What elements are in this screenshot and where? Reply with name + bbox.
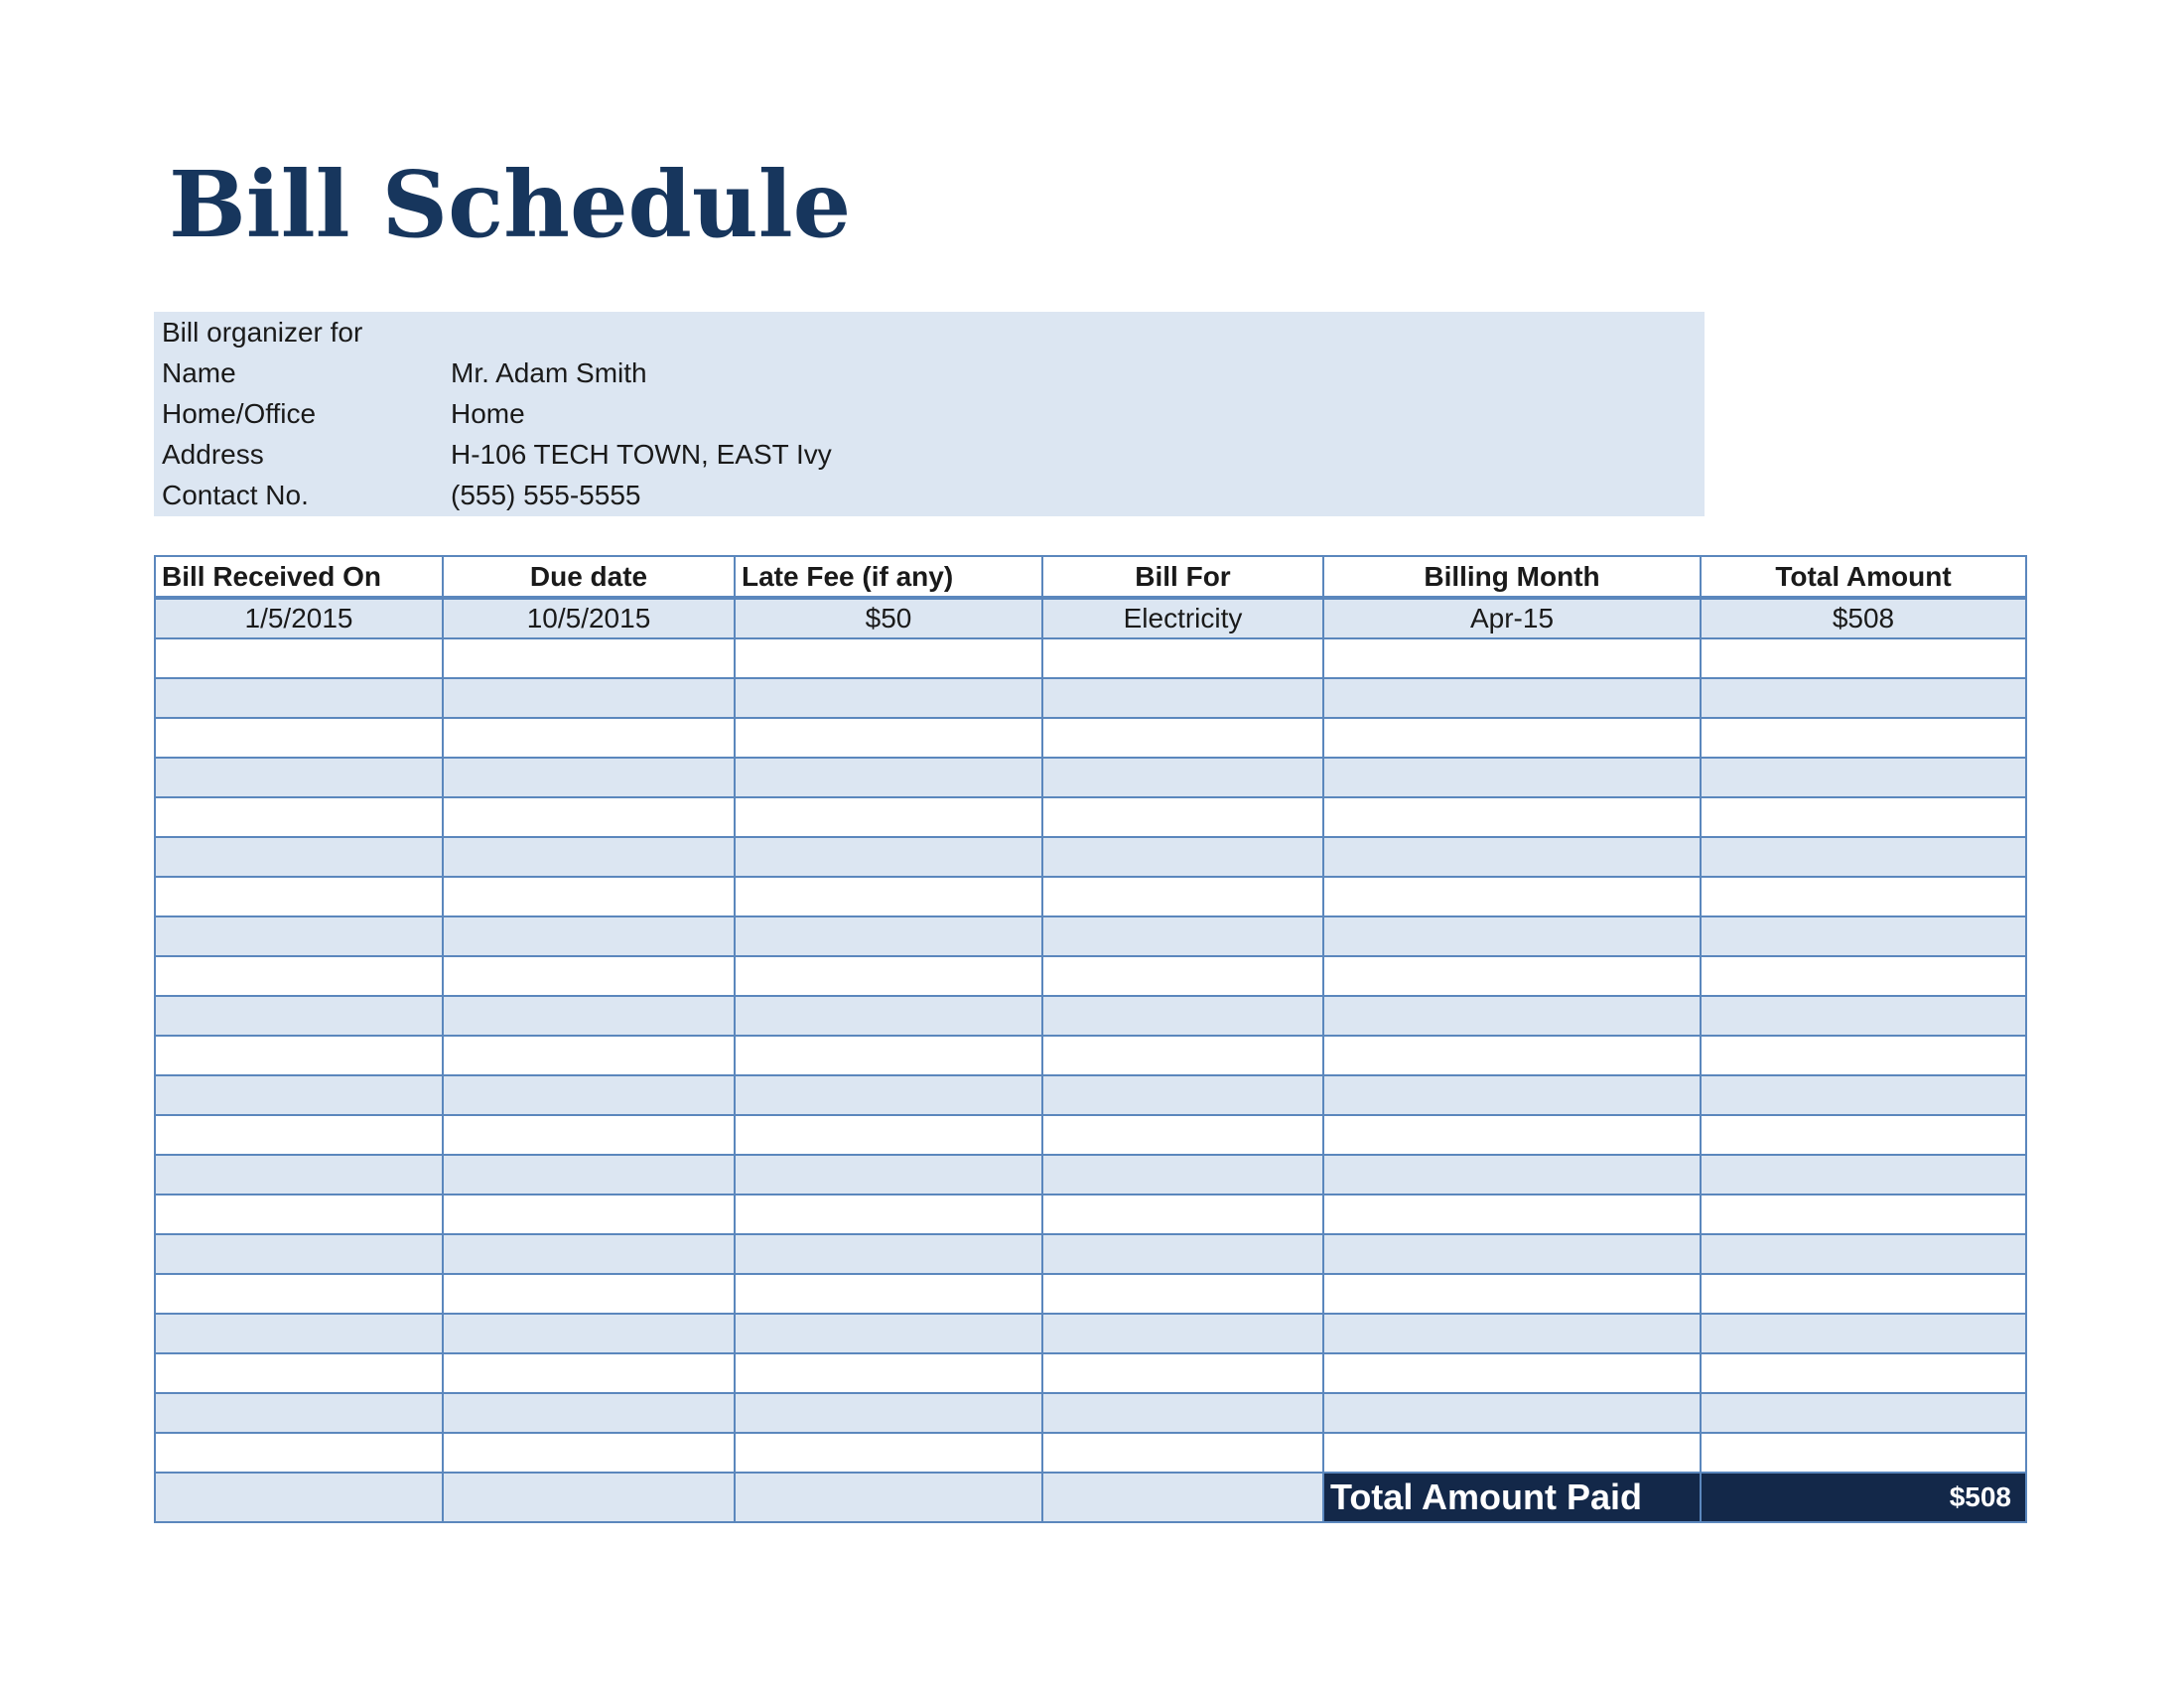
cell-bill-received-on[interactable] bbox=[155, 638, 443, 678]
cell-total-amount[interactable] bbox=[1701, 758, 2026, 797]
cell-due-date[interactable] bbox=[443, 758, 735, 797]
cell-total-amount[interactable] bbox=[1701, 877, 2026, 916]
cell-due-date[interactable] bbox=[443, 877, 735, 916]
cell-due-date[interactable] bbox=[443, 916, 735, 956]
cell-bill-received-on[interactable] bbox=[155, 1353, 443, 1393]
table-row bbox=[155, 1036, 2026, 1075]
cell-due-date[interactable] bbox=[443, 996, 735, 1036]
table-row bbox=[155, 1314, 2026, 1353]
info-value[interactable]: Mr. Adam Smith bbox=[451, 357, 647, 388]
cell-total-amount[interactable] bbox=[1701, 1155, 2026, 1195]
cell-due-date[interactable] bbox=[443, 1036, 735, 1075]
header-late-fee: Late Fee (if any) bbox=[735, 556, 1042, 598]
cell-billing-month[interactable] bbox=[1323, 916, 1701, 956]
cell-due-date[interactable] bbox=[443, 1393, 735, 1433]
cell-total-amount[interactable] bbox=[1701, 1115, 2026, 1155]
table-row bbox=[155, 877, 2026, 916]
total-amount-paid-value: $508 bbox=[1701, 1473, 2026, 1522]
cell-bill-received-on[interactable] bbox=[155, 797, 443, 837]
cell-billing-month[interactable] bbox=[1323, 1115, 1701, 1155]
cell-late-fee[interactable] bbox=[735, 1393, 1042, 1433]
cell-late-fee[interactable] bbox=[735, 718, 1042, 758]
info-label: Name bbox=[162, 357, 236, 388]
cell-billing-month[interactable] bbox=[1323, 837, 1701, 877]
cell-due-date[interactable] bbox=[443, 1314, 735, 1353]
cell-bill-received-on[interactable] bbox=[155, 1314, 443, 1353]
cell-total-amount[interactable] bbox=[1701, 996, 2026, 1036]
cell-bill-received-on[interactable] bbox=[155, 1393, 443, 1433]
table-row bbox=[155, 718, 2026, 758]
header-billing-month: Billing Month bbox=[1323, 556, 1701, 598]
cell-bill-received-on[interactable] bbox=[155, 1036, 443, 1075]
cell-total-amount[interactable] bbox=[1701, 1314, 2026, 1353]
cell-billing-month[interactable] bbox=[1323, 996, 1701, 1036]
cell-bill-received-on[interactable] bbox=[155, 758, 443, 797]
cell-bill-received-on[interactable] bbox=[155, 956, 443, 996]
table-row bbox=[155, 837, 2026, 877]
cell-total-amount[interactable] bbox=[1701, 1234, 2026, 1274]
cell-late-fee[interactable] bbox=[735, 1075, 1042, 1115]
cell-late-fee[interactable] bbox=[735, 638, 1042, 678]
cell-late-fee[interactable] bbox=[735, 1353, 1042, 1393]
table-row bbox=[155, 1433, 2026, 1473]
info-value[interactable]: (555) 555-5555 bbox=[451, 480, 641, 510]
cell-late-fee[interactable] bbox=[735, 758, 1042, 797]
cell-late-fee[interactable] bbox=[735, 797, 1042, 837]
cell-billing-month[interactable] bbox=[1323, 1274, 1701, 1314]
header-due-date: Due date bbox=[443, 556, 735, 598]
cell-bill-received-on[interactable] bbox=[155, 1115, 443, 1155]
table-row bbox=[155, 1353, 2026, 1393]
cell-bill-for[interactable] bbox=[1042, 916, 1323, 956]
info-label: Home/Office bbox=[162, 398, 317, 429]
table-row bbox=[155, 1274, 2026, 1314]
cell-billing-month[interactable] bbox=[1323, 1155, 1701, 1195]
table-row bbox=[155, 956, 2026, 996]
cell-due-date[interactable] bbox=[443, 1353, 735, 1393]
cell-billing-month[interactable] bbox=[1323, 1075, 1701, 1115]
cell-bill-received-on[interactable] bbox=[155, 877, 443, 916]
cell-late-fee[interactable] bbox=[735, 1195, 1042, 1234]
cell-due-date[interactable] bbox=[443, 1473, 735, 1522]
cell-bill-received-on[interactable] bbox=[155, 837, 443, 877]
cell-bill-for[interactable] bbox=[1042, 1075, 1323, 1115]
cell-total-amount[interactable] bbox=[1701, 797, 2026, 837]
table-row bbox=[155, 916, 2026, 956]
cell-late-fee[interactable] bbox=[735, 678, 1042, 718]
cell-bill-received-on[interactable] bbox=[155, 1155, 443, 1195]
cell-due-date[interactable] bbox=[443, 797, 735, 837]
cell-late-fee[interactable] bbox=[735, 916, 1042, 956]
info-panel bbox=[154, 312, 1705, 516]
cell-late-fee[interactable] bbox=[735, 996, 1042, 1036]
cell-total-amount[interactable] bbox=[1701, 678, 2026, 718]
cell-total-amount[interactable] bbox=[1701, 1353, 2026, 1393]
cell-due-date[interactable] bbox=[443, 638, 735, 678]
table-row bbox=[155, 758, 2026, 797]
cell-bill-received-on[interactable]: 1/5/2015 bbox=[155, 598, 443, 638]
table-row bbox=[155, 797, 2026, 837]
cell-bill-received-on[interactable] bbox=[155, 678, 443, 718]
cell-total-amount[interactable]: $508 bbox=[1701, 598, 2026, 638]
cell-late-fee[interactable] bbox=[735, 1473, 1042, 1522]
cell-late-fee[interactable] bbox=[735, 837, 1042, 877]
cell-due-date[interactable] bbox=[443, 718, 735, 758]
table-row bbox=[155, 1195, 2026, 1234]
cell-bill-received-on[interactable] bbox=[155, 1234, 443, 1274]
info-label: Contact No. bbox=[162, 480, 309, 510]
cell-due-date[interactable] bbox=[443, 1195, 735, 1234]
cell-due-date[interactable] bbox=[443, 1155, 735, 1195]
cell-bill-for[interactable] bbox=[1042, 1234, 1323, 1274]
cell-bill-for[interactable] bbox=[1042, 638, 1323, 678]
cell-bill-for[interactable] bbox=[1042, 1115, 1323, 1155]
cell-bill-for[interactable] bbox=[1042, 718, 1323, 758]
cell-late-fee[interactable] bbox=[735, 1036, 1042, 1075]
cell-bill-for[interactable] bbox=[1042, 1036, 1323, 1075]
cell-billing-month[interactable]: Apr-15 bbox=[1323, 598, 1701, 638]
cell-billing-month[interactable] bbox=[1323, 678, 1701, 718]
cell-billing-month[interactable] bbox=[1323, 718, 1701, 758]
cell-bill-received-on[interactable] bbox=[155, 1473, 443, 1522]
cell-billing-month[interactable] bbox=[1323, 1195, 1701, 1234]
info-value[interactable]: Home bbox=[451, 398, 525, 429]
cell-due-date[interactable]: 10/5/2015 bbox=[443, 598, 735, 638]
cell-billing-month[interactable] bbox=[1323, 1433, 1701, 1473]
page-title: Bill Schedule bbox=[169, 151, 852, 258]
total-amount-paid-label: Total Amount Paid bbox=[1323, 1473, 1701, 1522]
cell-bill-for[interactable] bbox=[1042, 797, 1323, 837]
cell-due-date[interactable] bbox=[443, 1115, 735, 1155]
cell-billing-month[interactable] bbox=[1323, 758, 1701, 797]
cell-billing-month[interactable] bbox=[1323, 877, 1701, 916]
cell-total-amount[interactable] bbox=[1701, 718, 2026, 758]
cell-late-fee[interactable] bbox=[735, 956, 1042, 996]
table-row bbox=[155, 1393, 2026, 1433]
header-bill-for: Bill For bbox=[1042, 556, 1323, 598]
cell-bill-for[interactable] bbox=[1042, 1195, 1323, 1234]
cell-late-fee[interactable] bbox=[735, 877, 1042, 916]
cell-bill-for[interactable] bbox=[1042, 678, 1323, 718]
cell-billing-month[interactable] bbox=[1323, 638, 1701, 678]
table-header-row bbox=[155, 556, 2026, 598]
cell-bill-for[interactable] bbox=[1042, 758, 1323, 797]
info-heading-text: Bill organizer for bbox=[162, 317, 363, 348]
cell-total-amount[interactable] bbox=[1701, 1036, 2026, 1075]
cell-bill-for[interactable] bbox=[1042, 1433, 1323, 1473]
cell-due-date[interactable] bbox=[443, 1433, 735, 1473]
cell-bill-for[interactable] bbox=[1042, 1155, 1323, 1195]
cell-bill-received-on[interactable] bbox=[155, 996, 443, 1036]
cell-bill-received-on[interactable] bbox=[155, 718, 443, 758]
cell-total-amount[interactable] bbox=[1701, 956, 2026, 996]
cell-total-amount[interactable] bbox=[1701, 1393, 2026, 1433]
cell-bill-received-on[interactable] bbox=[155, 1274, 443, 1314]
cell-due-date[interactable] bbox=[443, 1075, 735, 1115]
cell-late-fee[interactable] bbox=[735, 1155, 1042, 1195]
cell-bill-received-on[interactable] bbox=[155, 1433, 443, 1473]
cell-late-fee[interactable]: $50 bbox=[735, 598, 1042, 638]
table-row bbox=[155, 1155, 2026, 1195]
cell-late-fee[interactable] bbox=[735, 1234, 1042, 1274]
cell-total-amount[interactable] bbox=[1701, 638, 2026, 678]
cell-total-amount[interactable] bbox=[1701, 1195, 2026, 1234]
info-value[interactable]: H-106 TECH TOWN, EAST Ivy bbox=[451, 439, 832, 470]
cell-late-fee[interactable] bbox=[735, 1274, 1042, 1314]
cell-bill-for[interactable] bbox=[1042, 1353, 1323, 1393]
cell-due-date[interactable] bbox=[443, 1274, 735, 1314]
info-label: Address bbox=[162, 439, 264, 470]
cell-total-amount[interactable] bbox=[1701, 1075, 2026, 1115]
cell-bill-for[interactable] bbox=[1042, 837, 1323, 877]
cell-bill-for[interactable] bbox=[1042, 956, 1323, 996]
table-row bbox=[155, 1115, 2026, 1155]
cell-bill-received-on[interactable] bbox=[155, 916, 443, 956]
bill-table bbox=[154, 555, 2027, 1523]
cell-bill-received-on[interactable] bbox=[155, 1195, 443, 1234]
cell-billing-month[interactable] bbox=[1323, 1314, 1701, 1353]
header-bill-received-on: Bill Received On bbox=[155, 556, 443, 598]
cell-bill-for[interactable] bbox=[1042, 1314, 1323, 1353]
cell-due-date[interactable] bbox=[443, 837, 735, 877]
cell-bill-for[interactable] bbox=[1042, 996, 1323, 1036]
cell-due-date[interactable] bbox=[443, 956, 735, 996]
table-row bbox=[155, 678, 2026, 718]
cell-bill-for[interactable] bbox=[1042, 1473, 1323, 1522]
cell-late-fee[interactable] bbox=[735, 1314, 1042, 1353]
cell-due-date[interactable] bbox=[443, 1234, 735, 1274]
table-row bbox=[155, 1075, 2026, 1115]
cell-total-amount[interactable] bbox=[1701, 1433, 2026, 1473]
table-row bbox=[155, 638, 2026, 678]
cell-bill-for[interactable]: Electricity bbox=[1042, 598, 1323, 638]
cell-total-amount[interactable] bbox=[1701, 837, 2026, 877]
table-row bbox=[155, 996, 2026, 1036]
table-row bbox=[155, 598, 2026, 638]
cell-bill-received-on[interactable] bbox=[155, 1075, 443, 1115]
cell-total-amount[interactable] bbox=[1701, 916, 2026, 956]
cell-late-fee[interactable] bbox=[735, 1433, 1042, 1473]
cell-billing-month[interactable] bbox=[1323, 1353, 1701, 1393]
cell-due-date[interactable] bbox=[443, 678, 735, 718]
total-row bbox=[155, 1473, 2026, 1522]
cell-billing-month[interactable] bbox=[1323, 797, 1701, 837]
cell-late-fee[interactable] bbox=[735, 1115, 1042, 1155]
cell-billing-month[interactable] bbox=[1323, 1393, 1701, 1433]
cell-total-amount[interactable] bbox=[1701, 1274, 2026, 1314]
table-row bbox=[155, 1234, 2026, 1274]
cell-bill-for[interactable] bbox=[1042, 877, 1323, 916]
cell-billing-month[interactable] bbox=[1323, 956, 1701, 996]
cell-bill-for[interactable] bbox=[1042, 1274, 1323, 1314]
cell-billing-month[interactable] bbox=[1323, 1036, 1701, 1075]
cell-billing-month[interactable] bbox=[1323, 1234, 1701, 1274]
header-total-amount: Total Amount bbox=[1701, 556, 2026, 598]
cell-bill-for[interactable] bbox=[1042, 1393, 1323, 1433]
